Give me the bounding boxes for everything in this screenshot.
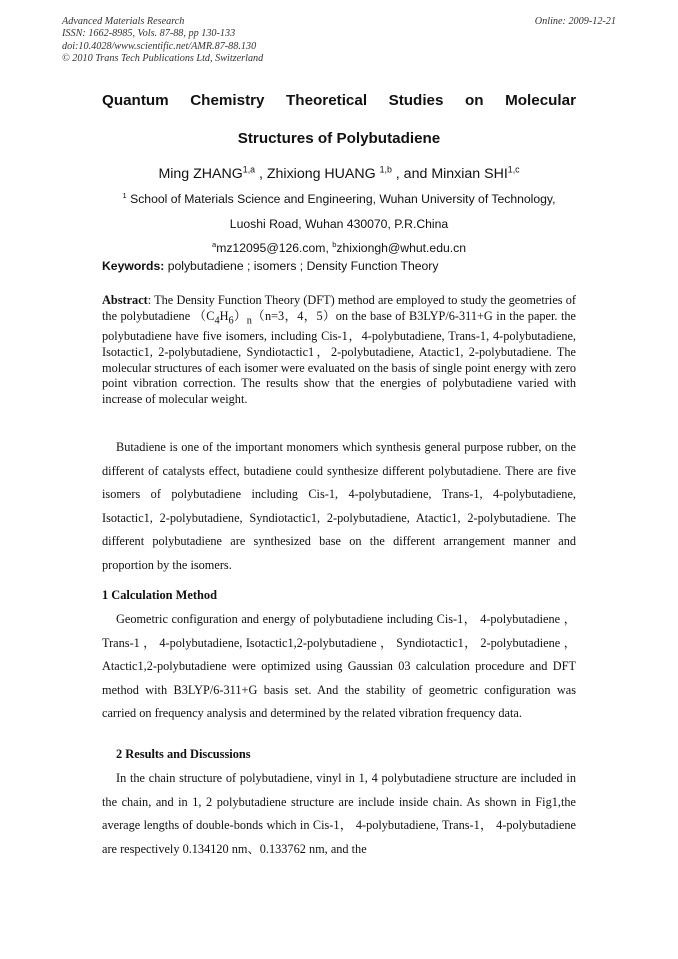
keywords-text: polybutadiene ; isomers ; Density Function Theory [164,259,439,273]
keywords-line [102,259,576,273]
formula-subscript: n [246,315,252,327]
affiliation-mark: 1 [122,190,127,200]
author-list [102,166,576,182]
formula-subscript: 4 [214,315,220,327]
email-text: mz12095@126.com, [216,241,333,255]
author-name: Ming ZHANG [158,166,243,182]
doi-line: doi:10.4028/www.scientific.net/AMR.87-88.130 [62,40,257,52]
abstract-text: （n=3，4，5）on the base of B3LYP/6-311+G in the paper. the polybutadiene have five isomers, including Cis-1，4-polybutadiene, Trans-1, 4-polybutadiene, Isotactic1, 2-polybutadiene, Syndiotactic1，2-polybutadiene, Atactic1, 2-polybutadiene. The molecular structures of each isomer were evaluated on the basis of single point energy with zero point vibration correction. The results show that the energies of polybutadiene varied with increase of molecular weight. [102,308,576,407]
body-paragraph-calculation: Geometric configuration and energy of polybutadiene including Cis-1， 4-polybutadiene ， Trans-1 ， 4-polybutadiene, Isotactic1,2-polybutadiene ， Syndiotactic1， 2-polybutadiene ，Atactic1,2-polybutadiene were optimized using Gaussian 03 calculation procedure and DFT method with B3LYP/6-311+G basis set. And the stability of geometric configuration was carried on frequency analysis and determined by the related vibration frequency data. [102,612,576,721]
online-date: Online: 2009-12-21 [534,16,616,27]
formula-subscript: 6 [228,315,234,327]
copyright-line: © 2010 Trans Tech Publications Ltd, Switzerland [62,53,264,65]
body-paragraph-intro: Butadiene is one of the important monomers which synthesis general purpose rubber, on the different of catalysts effect, butadiene could synthesize different polybutadiene. There are five isomers of polybutadiene including Cis-1, 4-polybutadiene, Trans-1, 4-polybutadiene, Isotactic1, 2-polybutadiene, Syndiotactic1, 2-polybutadiene, Atactic1, 2-polybutadiene. The different polybutadiene are synthesized base on the different arrangement manner and proportion by the isomers. [102,440,576,572]
affiliation-line-2: Luoshi Road, Wuhan 430070, P.R.China [229,217,449,231]
email-text: zhixiongh@whut.edu.cn [336,241,467,255]
page-header [62,16,616,66]
section-heading-calculation-method: 1 Calculation Method [102,588,217,602]
affiliation-text: School of Materials Science and Engineering, Wuhan University of Technology, [130,192,556,206]
issn-line: ISSN: 1662-8985, Vols. 87-88, pp 130-133 [62,28,236,40]
journal-name: Advanced Materials Research [62,16,185,27]
affiliation-line-1 [102,192,576,206]
author-name: Zhixiong HUANG [266,166,376,182]
author-separator: , and [391,166,432,182]
paper-title-line-2: Structures of Polybutadiene [237,130,441,147]
section-heading-results: 2 Results and Discussions [116,747,251,761]
email-mark: b [332,239,337,249]
author-emails [102,241,576,255]
email-mark: a [211,239,217,249]
keywords-label: Keywords: [102,259,165,273]
body-paragraph-results: In the chain structure of polybutadiene, vinyl in 1, 4 polybutadiene structure are included in the chain, and in 1, 2 polybutadiene structure are include inside chain. As shown in Fig1,the average lengths of double-bonds which in Cis-1， 4-polybutadiene, Trans-1， 4-polybutadiene are respectively 0.134120 nm、0.133762 nm, and the [102,771,576,856]
author-name: Minxian SHI [431,166,508,182]
abstract-text: H [219,308,229,323]
paper-title-line-1: Quantum Chemistry Theoretical Studies on Molecular [102,92,576,109]
author-affiliation-mark: 1,a [242,164,256,175]
abstract-label: Abstract [102,293,148,307]
abstract-paragraph [102,293,576,408]
author-affiliation-mark: 1,c [507,164,520,175]
abstract-text: ） [233,308,247,323]
author-affiliation-mark: 1,b [379,164,392,175]
author-separator: , [255,166,267,182]
abstract-text: : The Density Function Theory (DFT) method are employed to study the geometries of the polybutadiene （C [102,293,576,323]
